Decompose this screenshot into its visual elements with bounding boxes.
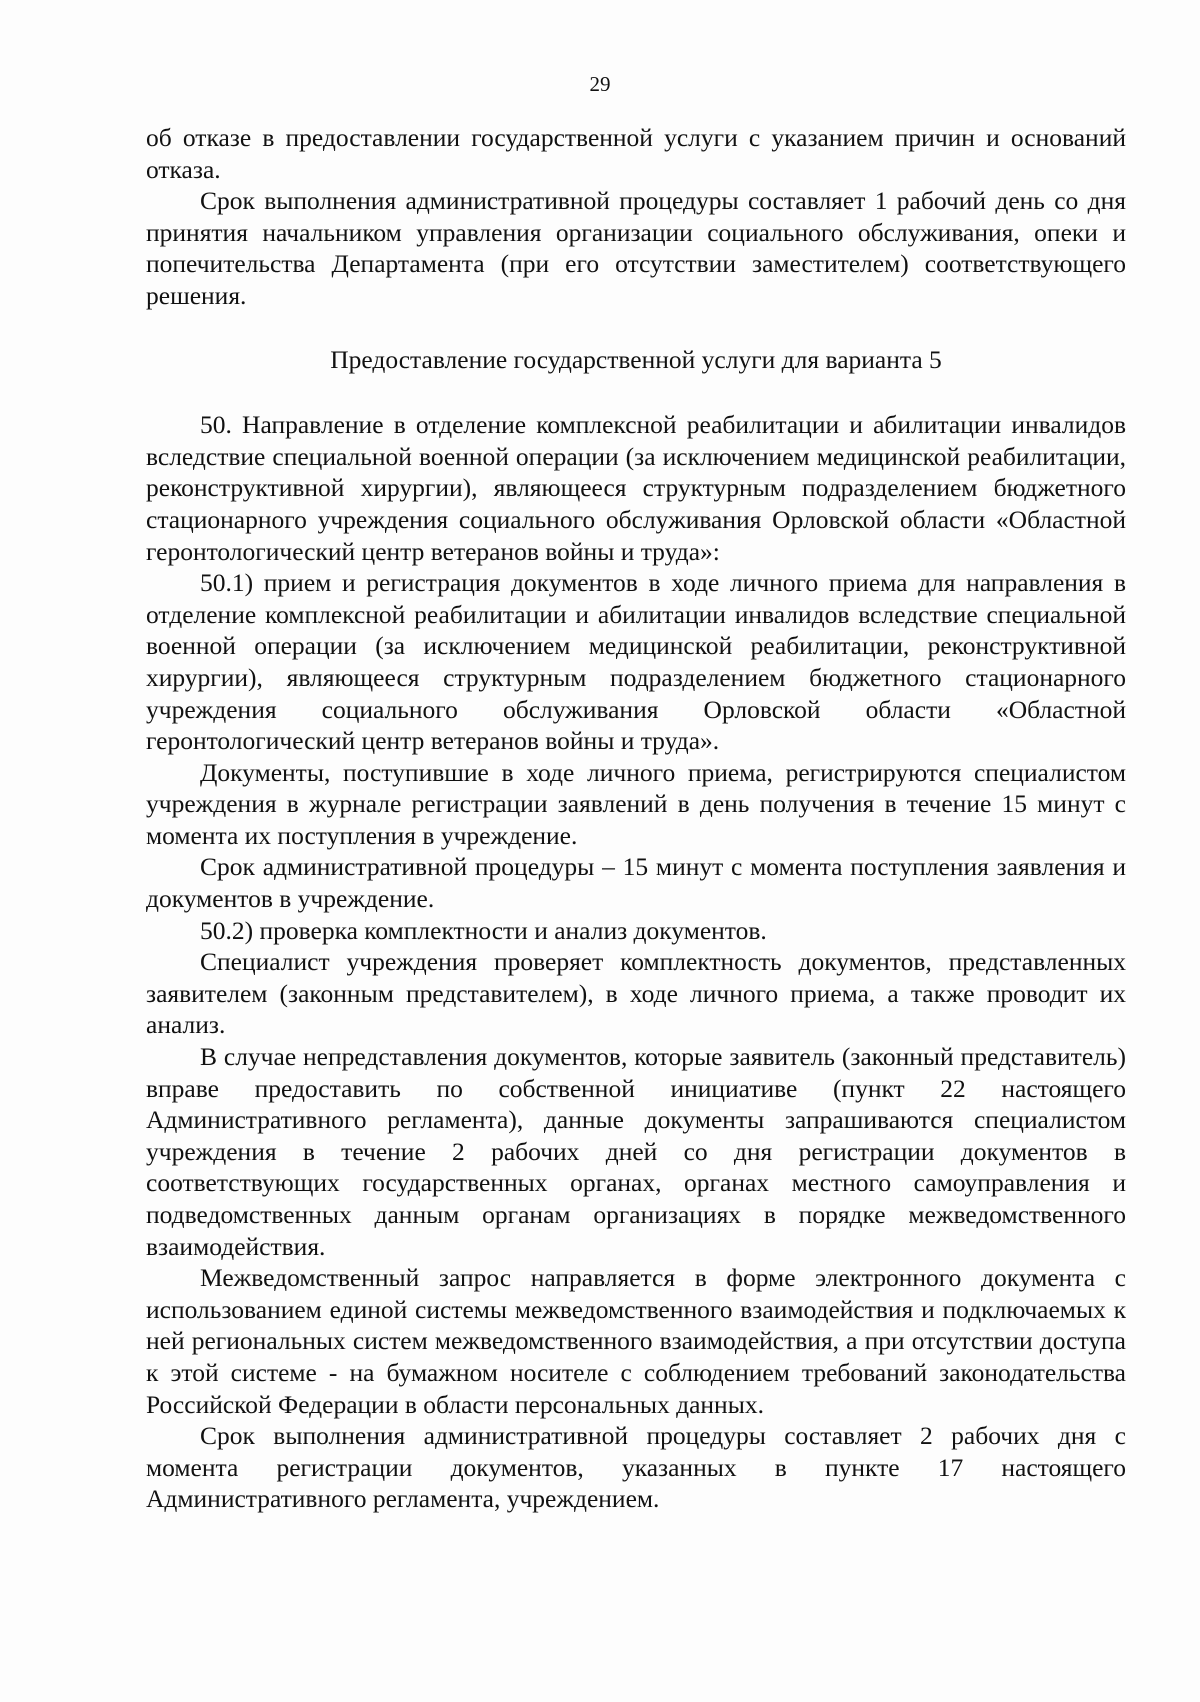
paragraph-registration: Документы, поступившие в ходе личного приема, регистрируются специалистом учреждения в журнале регистрации заявлений в день получения в течение 15 минут с момента их поступления в учреждение. (146, 757, 1126, 850)
paragraph-interagency-request: Межведомственный запрос направляется в форме электронного документа с использованием единой системы межведомственного взаимодействия и подключаемых к ней региональных систем межведомственного взаимодействия, а при отсутствии доступа к этой системе - на бумажном носителе с соблюдением требований законодательства Российской Федерации в области персональных данных. (146, 1263, 1126, 1419)
paragraph-item-50: 50. Направление в отделение комплексной реабилитации и абилитации инвалидов вследствие специальной военной операции (за исключением медицинской реабилитации, реконструктивной хирургии), являющееся структурным подразделением бюджетного стационарного учреждения социального обслуживания Орловской области «Областной геронтологический центр ветеранов войны и труда»: (146, 410, 1126, 566)
paragraph-execution-deadline: Срок выполнения административной процедуры составляет 2 рабочих дня с момента регистрации документов, указанных в пункте 17 настоящего Административного регламента, учреждением. (146, 1421, 1126, 1514)
paragraph-registration-deadline: Срок административной процедуры – 15 минут с момента поступления заявления и документов в учреждение. (146, 852, 1126, 914)
page-number: 29 (589, 72, 611, 96)
document-body (146, 122, 1126, 1515)
section-heading-variant-5: Предоставление государственной услуги для варианта 5 (330, 344, 942, 374)
paragraph-missing-documents: В случае непредставления документов, которые заявитель (законный представитель) вправе предоставить по собственной инициативе (пункт 22 настоящего Административного регламента), данные документы запрашиваются специалистом учреждения в течение 2 рабочих дней со дня регистрации документов в соответствующих государственных органах, органах местного самоуправления и подведомственных данным органам организациях в порядке межведомственного взаимодействия. (146, 1042, 1126, 1261)
paragraph-refusal-deadline: Срок выполнения административной процедуры составляет 1 рабочий день со дня принятия начальником управления организации социального обслуживания, опеки и попечительства Департамента (при его отсутствии заместителем) соответствующего решения. (146, 186, 1126, 310)
paragraph-item-50-2: 50.2) проверка комплектности и анализ документов. (200, 915, 767, 945)
paragraph-item-50-1: 50.1) прием и регистрация документов в ходе личного приема для направления в отделение комплексной реабилитации и абилитации инвалидов вследствие специальной военной операции (за исключением медицинской реабилитации, реконструктивной хирургии), являющееся структурным подразделением бюджетного стационарного учреждения социального обслуживания Орловской области «Областной геронтологический центр ветеранов войны и труда». (146, 568, 1126, 756)
paragraph-completeness-check: Специалист учреждения проверяет комплектность документов, представленных заявителем (законным представителем), в ходе личного приема, а также проводит их анализ. (146, 947, 1126, 1040)
paragraph-refusal-continuation: об отказе в предоставлении государственной услуги с указанием причин и оснований отказа. (146, 123, 1126, 184)
